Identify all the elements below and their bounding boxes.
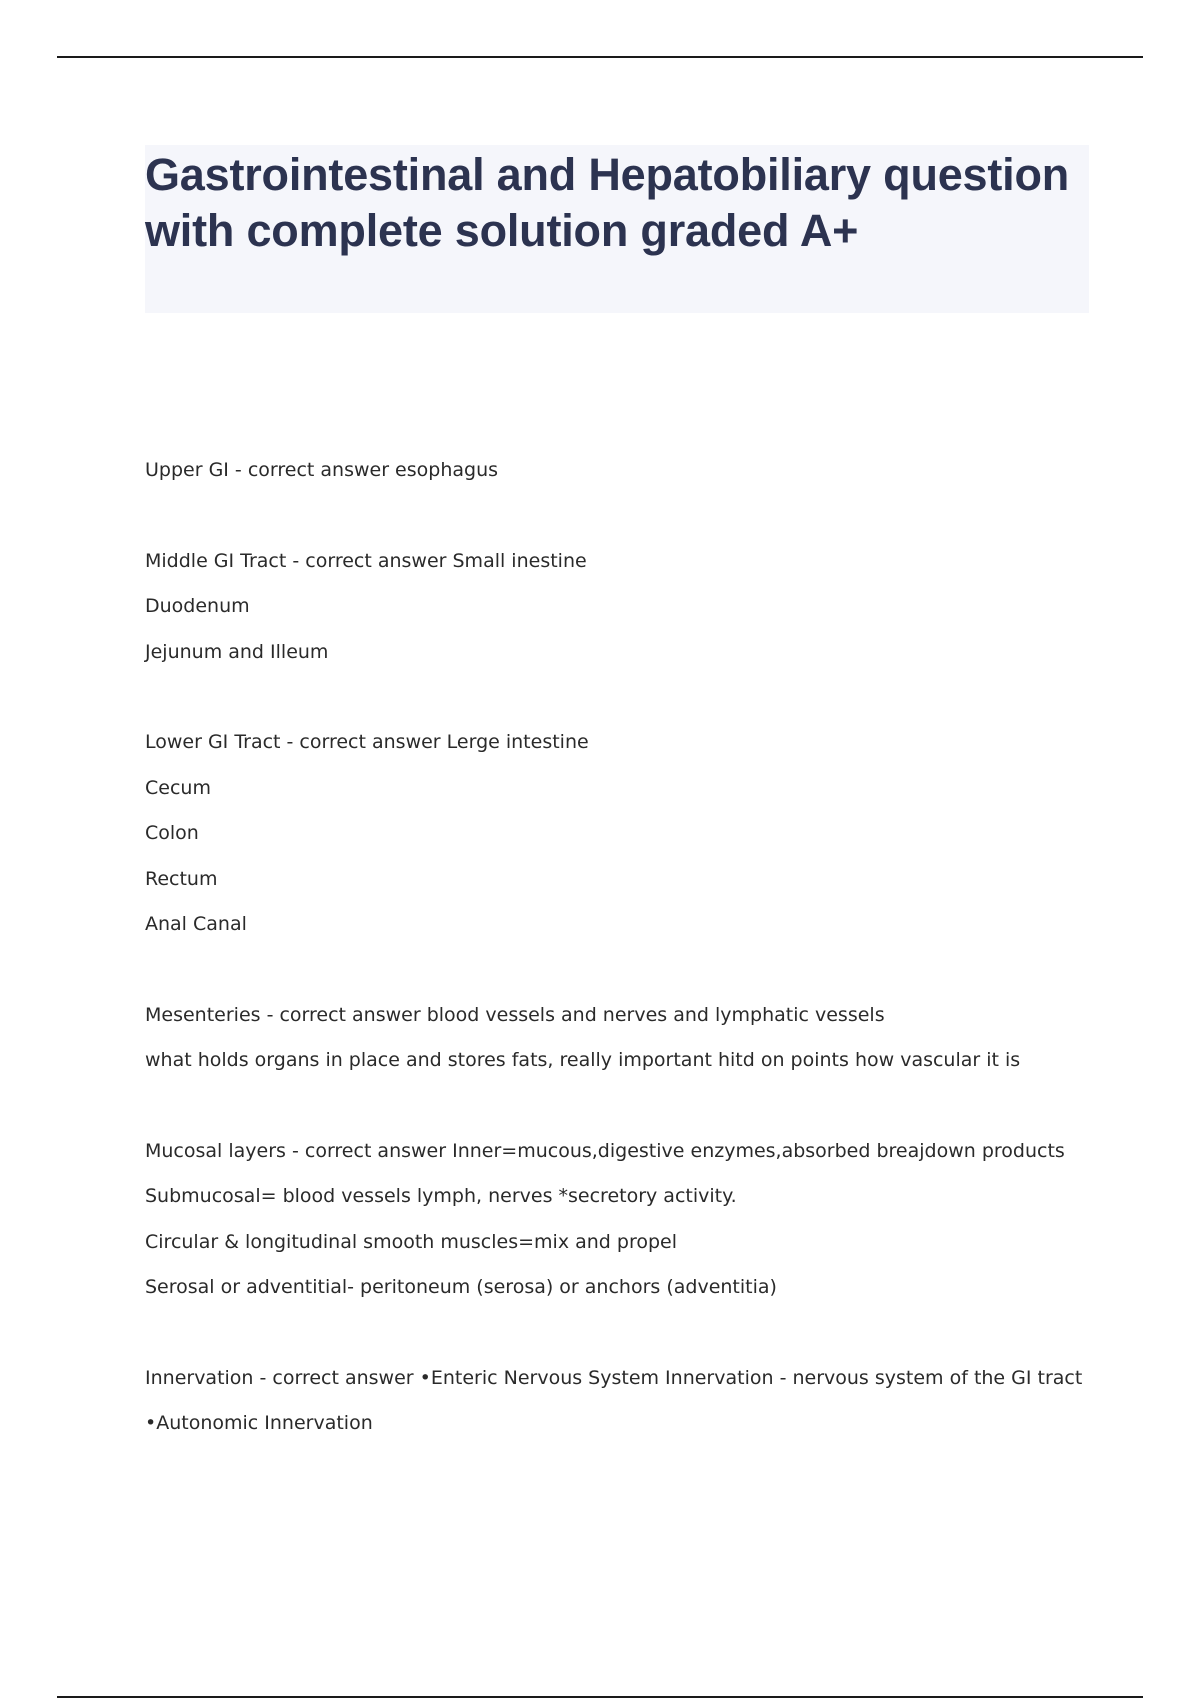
top-divider (57, 56, 1143, 58)
qa-line: Jejunum and Illeum (145, 640, 329, 663)
qa-line: Mesenteries - correct answer blood vessels and nerves and lymphatic vessels (145, 1003, 885, 1026)
document-body (145, 448, 1105, 1492)
bottom-divider (57, 1696, 1143, 1698)
qa-line: Anal Canal (145, 913, 247, 935)
qa-line: Middle GI Tract - correct answer Small inestine (145, 549, 587, 572)
qa-block-upper-gi (145, 448, 1105, 494)
qa-block-lower-gi (145, 720, 1105, 948)
qa-line: Colon (145, 822, 199, 844)
qa-line: Submucosal= blood vessels lymph, nerves *secretory activity. (145, 1185, 737, 1207)
qa-line: Innervation - correct answer •Enteric Nervous System Innervation - nervous system of the GI tract (145, 1366, 1083, 1389)
document-title: Gastrointestinal and Hepatobiliary question with complete solution graded A+ (145, 149, 1070, 256)
qa-line: Rectum (145, 867, 218, 890)
qa-line: what holds organs in place and stores fats, really important hitd on points how vascular it is (145, 1049, 1021, 1071)
qa-line: Upper GI - correct answer esophagus (145, 459, 499, 481)
qa-block-mesenteries (145, 993, 1105, 1084)
qa-line: Cecum (145, 776, 211, 799)
qa-line: Serosal or adventitial- peritoneum (serosa) or anchors (adventitia) (145, 1276, 777, 1298)
qa-block-mucosal-layers (145, 1129, 1105, 1311)
qa-line: Mucosal layers - correct answer Inner=mucous,digestive enzymes,absorbed breajdown products (145, 1139, 1065, 1162)
qa-line: •Autonomic Innervation (145, 1412, 373, 1434)
qa-block-innervation (145, 1356, 1105, 1447)
qa-line: Circular & longitudinal smooth muscles=mix and propel (145, 1230, 678, 1253)
qa-block-middle-gi (145, 539, 1105, 676)
title-box (145, 145, 1089, 313)
qa-line: Lower GI Tract - correct answer Lerge intestine (145, 731, 589, 753)
qa-line: Duodenum (145, 595, 250, 617)
